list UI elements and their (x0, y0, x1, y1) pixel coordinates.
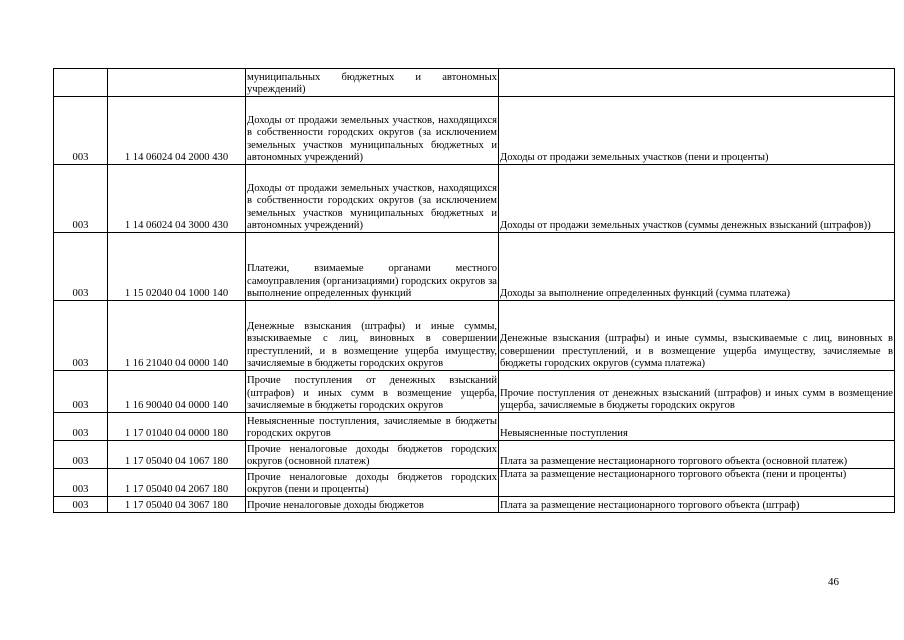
table-row (54, 497, 895, 513)
budget-code-cell: 1 17 05040 04 3067 180 (108, 497, 246, 513)
revenue-description-cell: Невыясненные поступления (499, 413, 895, 441)
admin-code-cell: 003 (54, 497, 108, 513)
budget-code-cell (108, 69, 246, 97)
revenue-name-cell: Доходы от продажи земельных участков, находящихся в собственности городских округов (за исключением земельных участков муниципальных бюджетных и автономных учреждений) (246, 165, 499, 233)
revenue-name-cell: Прочие неналоговые доходы бюджетов (246, 497, 499, 513)
revenue-name-cell: Доходы от продажи земельных участков, находящихся в собственности городских округов (за исключением земельных участков муниципальных бюджетных и автономных учреждений) (246, 97, 499, 165)
revenue-name-cell: Прочие неналоговые доходы бюджетов городских округов (основной платеж) (246, 441, 499, 469)
table-row (54, 69, 895, 97)
revenue-name-cell: Денежные взыскания (штрафы) и иные суммы, взыскиваемые с лиц, виновных в совершении преступлений, и в возмещение ущерба имуществу, зачисляемые в бюджеты городских округов (246, 301, 499, 371)
budget-code-cell: 1 16 21040 04 0000 140 (108, 301, 246, 371)
revenue-description-cell (499, 69, 895, 97)
revenue-description-cell: Прочие поступления от денежных взысканий (штрафов) и иных сумм в возмещение ущерба, зачисляемые в бюджеты городских округов (499, 371, 895, 413)
budget-code-cell: 1 14 06024 04 3000 430 (108, 165, 246, 233)
revenue-name-cell: муниципальных бюджетных и автономных учреждений) (246, 69, 499, 97)
admin-code-cell: 003 (54, 371, 108, 413)
admin-code-cell: 003 (54, 441, 108, 469)
admin-code-cell: 003 (54, 97, 108, 165)
admin-code-cell: 003 (54, 469, 108, 497)
budget-revenue-table (53, 68, 895, 513)
budget-code-cell: 1 17 01040 04 0000 180 (108, 413, 246, 441)
revenue-name-cell: Прочие поступления от денежных взысканий (штрафов) и иных сумм в возмещение ущерба, зачисляемые в бюджеты городских округов (246, 371, 499, 413)
page-number: 46 (828, 576, 839, 588)
table-row (54, 371, 895, 413)
admin-code-cell: 003 (54, 301, 108, 371)
revenue-description-cell: Плата за размещение нестационарного торгового объекта (основной платеж) (499, 441, 895, 469)
table-row (54, 301, 895, 371)
budget-code-cell: 1 15 02040 04 1000 140 (108, 233, 246, 301)
budget-code-cell: 1 14 06024 04 2000 430 (108, 97, 246, 165)
table-row (54, 165, 895, 233)
table-row (54, 233, 895, 301)
revenue-description-cell: Доходы за выполнение определенных функций (сумма платежа) (499, 233, 895, 301)
budget-code-cell: 1 16 90040 04 0000 140 (108, 371, 246, 413)
revenue-description-cell: Денежные взыскания (штрафы) и иные суммы, взыскиваемые с лиц, виновных в совершении преступлений, и в возмещение ущерба имуществу, зачисляемые в бюджеты городских округов (сумма платежа) (499, 301, 895, 371)
table-row (54, 97, 895, 165)
table-row (54, 441, 895, 469)
revenue-description-cell: Доходы от продажи земельных участков (пени и проценты) (499, 97, 895, 165)
admin-code-cell: 003 (54, 233, 108, 301)
budget-code-cell: 1 17 05040 04 1067 180 (108, 441, 246, 469)
budget-code-cell: 1 17 05040 04 2067 180 (108, 469, 246, 497)
admin-code-cell: 003 (54, 165, 108, 233)
admin-code-cell (54, 69, 108, 97)
revenue-name-cell: Прочие неналоговые доходы бюджетов городских округов (пени и проценты) (246, 469, 499, 497)
revenue-description-cell: Доходы от продажи земельных участков (суммы денежных взысканий (штрафов)) (499, 165, 895, 233)
revenue-name-cell: Невыясненные поступления, зачисляемые в бюджеты городских округов (246, 413, 499, 441)
revenue-name-cell: Платежи, взимаемые органами местного самоуправления (организациями) городских округов за выполнение определенных функций (246, 233, 499, 301)
table-row (54, 469, 895, 497)
revenue-description-cell: Плата за размещение нестационарного торгового объекта (пени и проценты) (499, 469, 895, 497)
admin-code-cell: 003 (54, 413, 108, 441)
table-row (54, 413, 895, 441)
revenue-description-cell: Плата за размещение нестационарного торгового объекта (штраф) (499, 497, 895, 513)
